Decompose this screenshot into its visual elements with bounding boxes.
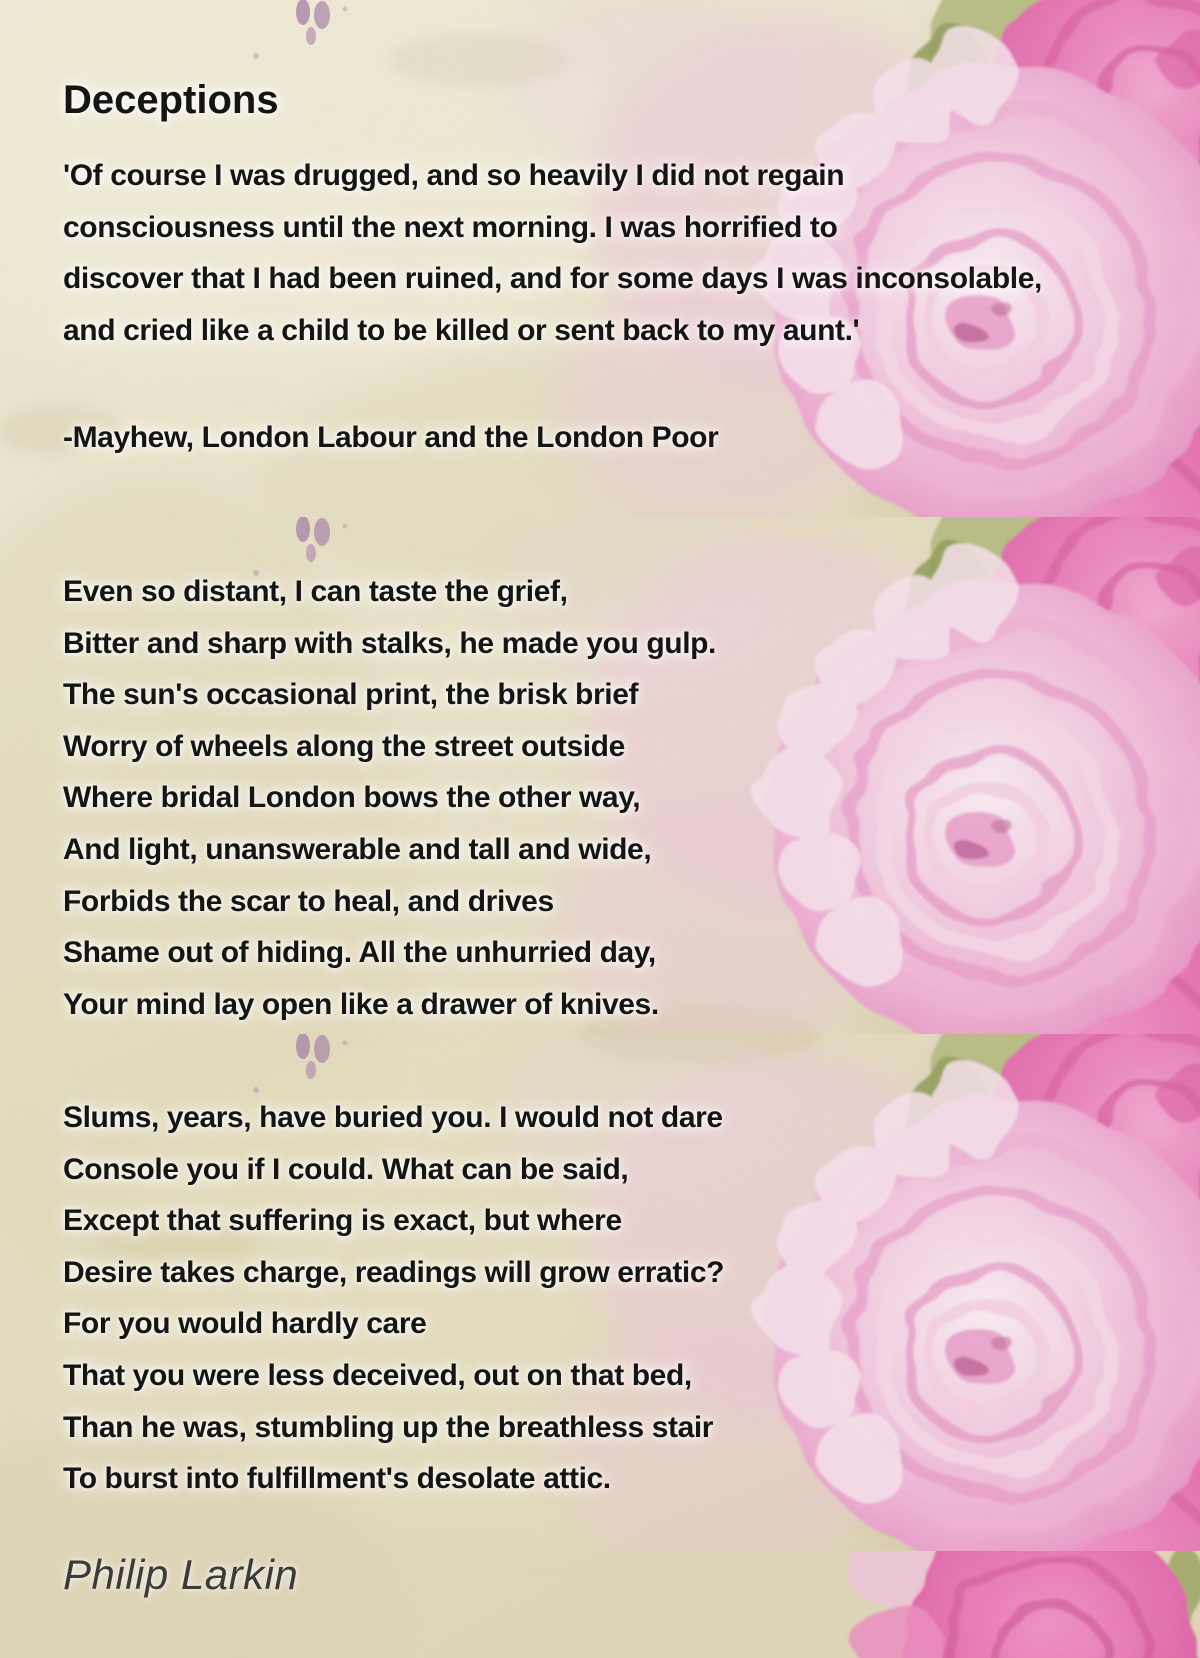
author-signature: Philip Larkin <box>63 1551 299 1598</box>
poem-line: Slums, years, have buried you. I would not dare <box>63 1101 723 1134</box>
poem-line: Than he was, stumbling up the breathless stair <box>63 1410 714 1444</box>
poem-title: Deceptions <box>63 77 279 122</box>
poem-line: And light, unanswerable and tall and wide, <box>63 832 652 866</box>
epigraph-line: consciousness until the next morning. I was horrified to <box>63 210 838 244</box>
epigraph-line: and cried like a child to be killed or sent back to my aunt.' <box>63 314 860 348</box>
epigraph-line: discover that I had been ruined, and for some days I was inconsolable, <box>63 262 1042 296</box>
poem-line: Desire takes charge, readings will grow erratic? <box>63 1255 725 1289</box>
stanza-2 <box>63 1092 724 1505</box>
poem-line: Except that suffering is exact, but where <box>63 1204 622 1238</box>
stanza-1 <box>63 566 716 1030</box>
poem-line: For you would hardly care <box>63 1307 427 1341</box>
poem-line: Where bridal London bows the other way, <box>63 781 641 815</box>
poem-line: Forbids the scar to heal, and drives <box>63 884 554 918</box>
epigraph-attribution: -Mayhew, London Labour and the London Poor <box>63 421 719 454</box>
poem-line: Even so distant, I can taste the grief, <box>63 575 568 608</box>
poem-line: Your mind lay open like a drawer of knives. <box>63 987 659 1021</box>
poem-line: That you were less deceived, out on that bed, <box>63 1358 692 1392</box>
poem-line: Console you if I could. What can be said, <box>63 1152 629 1186</box>
poem-line: Worry of wheels along the street outside <box>63 729 625 763</box>
poem-line: Shame out of hiding. All the unhurried day, <box>63 936 656 970</box>
poem-line: Bitter and sharp with stalks, he made you gulp. <box>63 626 716 660</box>
poem-line: The sun's occasional print, the brisk brief <box>63 678 639 712</box>
epigraph-line: 'Of course I was drugged, and so heavily I did not regain <box>63 159 845 192</box>
epigraph <box>63 150 1042 357</box>
poem-line: To burst into fulfillment's desolate attic. <box>63 1462 611 1496</box>
